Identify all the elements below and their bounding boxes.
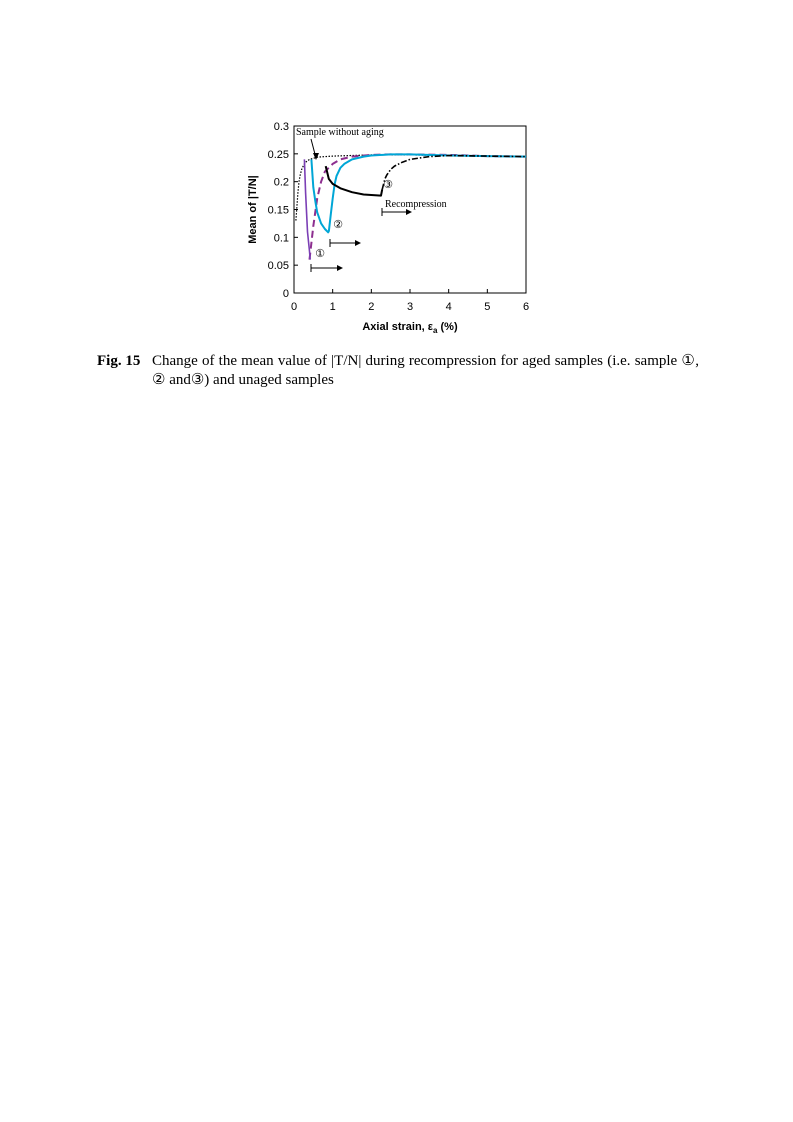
annotation-sample-3: ③ — [383, 178, 393, 191]
x-tick-label: 2 — [368, 301, 375, 313]
figure-caption — [97, 352, 699, 390]
plot-area — [247, 121, 529, 335]
x-tick-label: 4 — [445, 301, 452, 313]
y-tick-label: 0.15 — [267, 204, 289, 217]
recompression-arrowhead-2 — [355, 240, 361, 246]
x-tick-label: 1 — [329, 301, 336, 313]
x-axis-title: Axial strain, $\varepsilon_a$ (%) — [362, 321, 458, 335]
series-line-3 — [304, 159, 310, 259]
caption-text: Change of the mean value of |T/N| during recompression for aged samples (i.e. sample ①, ② and③) and unaged samples — [152, 353, 699, 388]
x-tick-label: 6 — [522, 301, 530, 313]
annotation-sample-1: ① — [315, 247, 325, 260]
y-tick-label: 0.05 — [267, 260, 289, 273]
y-tick-label: 0 — [282, 288, 289, 300]
y-tick-label: 0.2 — [273, 176, 289, 189]
caption-label: Fig. 15 — [97, 353, 141, 369]
annotation-recompression: Recompression — [385, 199, 447, 210]
y-tick-label: 0.25 — [267, 148, 289, 161]
x-tick-label: 0 — [290, 301, 298, 313]
series-line-6 — [382, 156, 526, 190]
x-tick-label: 3 — [406, 301, 414, 313]
y-tick-label: 0.3 — [273, 121, 289, 133]
annotation-arrowhead — [313, 153, 319, 160]
annotation-sample-without-aging: Sample without aging — [296, 127, 384, 138]
recompression-arrowhead-1 — [337, 265, 343, 271]
annotation-sample-2: ② — [333, 218, 343, 231]
x-tick-label: 5 — [484, 301, 491, 313]
y-axis-title: Mean of |T/N| — [247, 175, 259, 244]
y-tick-label: 0.1 — [273, 232, 289, 245]
